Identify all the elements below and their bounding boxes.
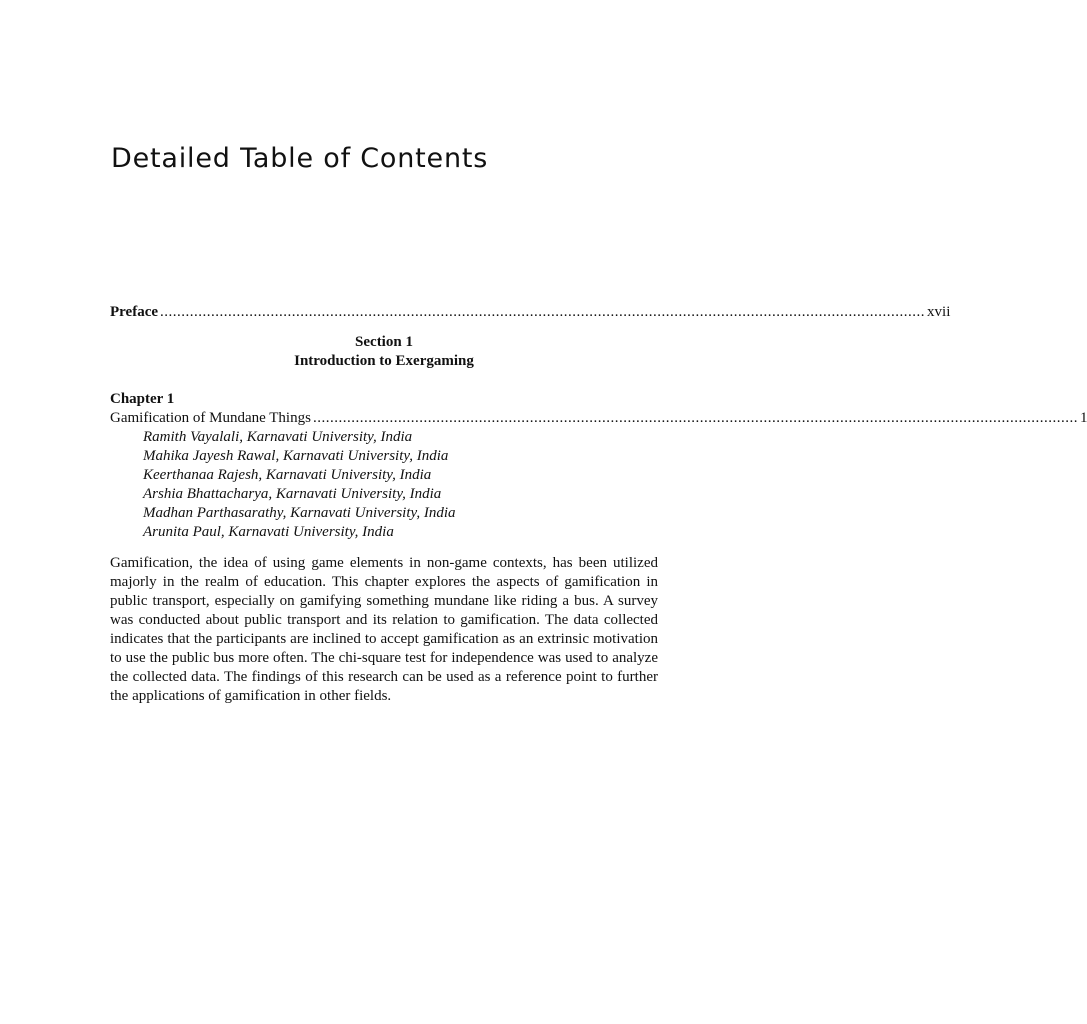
- toc-entry-chapter-1[interactable]: [110, 409, 1087, 428]
- toc-entry-preface[interactable]: [110, 303, 951, 322]
- author-entry: Arshia Bhattacharya, Karnavati University, India: [143, 486, 442, 502]
- dot-leader: ....................................................................................................................................................................................: [312, 410, 1078, 426]
- section-heading: Section 1: [355, 334, 413, 350]
- author-entry: Ramith Vayalali, Karnavati University, India: [143, 429, 413, 445]
- preface-label: Preface: [110, 304, 159, 320]
- preface-page-number: xvii: [927, 304, 951, 320]
- chapter-abstract: Gamification, the idea of using game elements in non-game contexts, has been utilized majorly in the realm of education. This chapter explores the aspects of gamification in public transport, especially on gamifying something mundane like riding a bus. A survey was conducted about public transport and its relation to gamification. The data collected indicates that the participants are inclined to accept gamification as an extrinsic motivation to use the public bus more often. The chi-square test for independence was used to analyze the collected data. The findings of this research can be used as a reference point to further the applications of gamification in other fields.: [110, 555, 658, 704]
- author-entry: Madhan Parthasarathy, Karnavati University, India: [143, 505, 456, 521]
- page-title: Detailed Table of Contents: [111, 143, 489, 174]
- author-entry: Arunita Paul, Karnavati University, India: [143, 524, 394, 540]
- chapter-title: Gamification of Mundane Things: [110, 410, 311, 426]
- author-entry: Keerthanaa Rajesh, Karnavati University, India: [143, 467, 432, 483]
- section-title: Introduction to Exergaming: [294, 353, 474, 369]
- dot-leader: ....................................................................................................................................................................................: [160, 304, 926, 320]
- chapter-page-number: 1: [1079, 410, 1087, 426]
- author-list: [143, 428, 456, 542]
- author-entry: Mahika Jayesh Rawal, Karnavati University, India: [143, 448, 449, 464]
- chapter-label: Chapter 1: [110, 391, 175, 407]
